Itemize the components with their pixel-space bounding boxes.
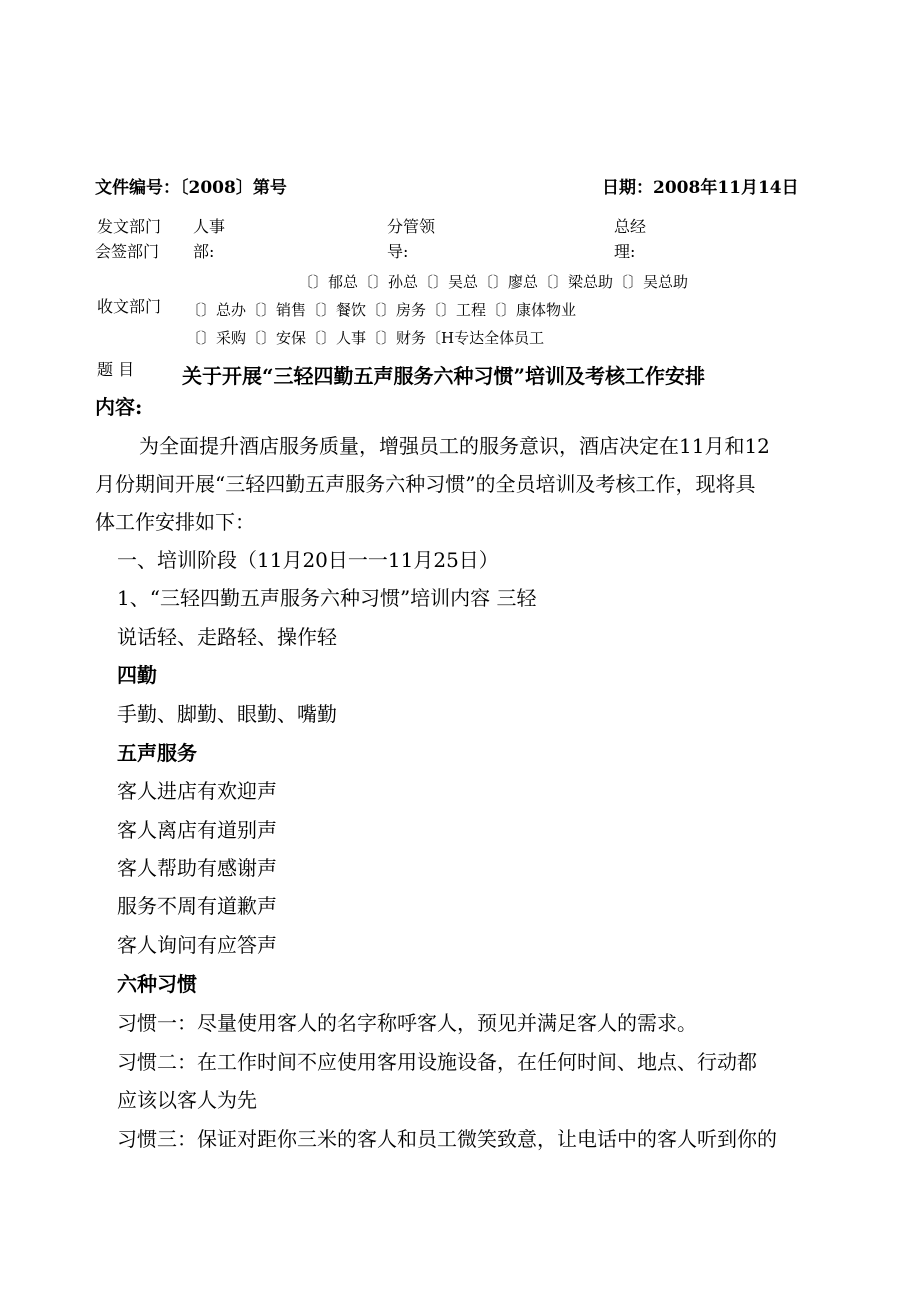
subject-title: 关于开展“三轻四勤五声服务六种习惯”培训及考核工作安排 [182,364,706,388]
file-number: 文件编号：〔2008〕第号 [95,178,287,198]
subject-label: 题 目 [97,360,135,379]
intro-line-3: 体工作安排如下： [95,510,255,534]
three-light-content: 说话轻、走路轻、操作轻 [117,625,337,649]
intro-line-1: 为全面提升酒店服务质量，增强员工的服务意识，酒店决定在11月和12 [139,434,770,458]
hr-dept-line1: 人事 [193,217,226,236]
supervisor-line1: 分管领 [387,217,436,236]
four-diligent-content: 手勤、脚勤、眼勤、嘴勤 [117,702,337,726]
content-label: 内容: [95,395,143,419]
four-diligent-heading: 四勤 [117,663,157,687]
habit-2-line-1: 习惯二：在工作时间不应使用客用设施设备，在任何时间、地点、行动都 [117,1050,757,1074]
five-voice-heading: 五声服务 [117,741,197,765]
gm-line1: 总经 [614,217,647,236]
habit-3-line-1: 习惯三：保证对距你三米的客人和员工微笑致意，让电话中的客人听到你的 [117,1127,777,1151]
gm-line2: 理: [614,242,636,261]
supervisor-line2: 导: [387,242,409,261]
habit-1: 习惯一：尽量使用客人的名字称呼客人，预见并满足客人的需求。 [117,1011,697,1035]
recipients-line1: 〔〕郁总〔〕孙总〔〕吴总〔〕廖总〔〕梁总助〔〕吴总助 [298,273,689,291]
five-voice-item: 客人离店有道别声 [117,818,277,842]
hr-dept-line2: 部: [193,242,215,261]
five-voice-item: 客人进店有欢迎声 [117,779,277,803]
cosign-dept-label: 会签部门 [95,242,160,261]
recipients-label: 收文部门 [97,297,162,316]
habit-2-line-2: 应该以客人为先 [117,1088,257,1112]
five-voice-item: 客人询问有应答声 [117,933,277,957]
document-date: 日期：2008年11月14日 [602,178,799,198]
recipients-line3: 〔〕采购〔〕安保〔〕人事〔〕财务〔H专达全体员工 [186,329,545,347]
issuing-dept-label: 发文部门 [97,217,162,236]
six-habits-heading: 六种习惯 [117,972,197,996]
recipients-line2: 〔〕总办〔〕销售〔〕餐饮〔〕房务〔〕工程〔〕康体物业 [186,301,577,319]
intro-line-2: 月份期间开展“三轻四勤五声服务六种习惯”的全员培训及考核工作，现将具 [95,472,756,496]
five-voice-item: 客人帮助有感谢声 [117,856,277,880]
item-heading: 1、“三轻四勤五声服务六种习惯”培训内容 三轻 [117,586,537,610]
section-heading: 一、培训阶段（11月20日一一11月25日） [117,548,499,572]
five-voice-item: 服务不周有道歉声 [117,894,277,918]
